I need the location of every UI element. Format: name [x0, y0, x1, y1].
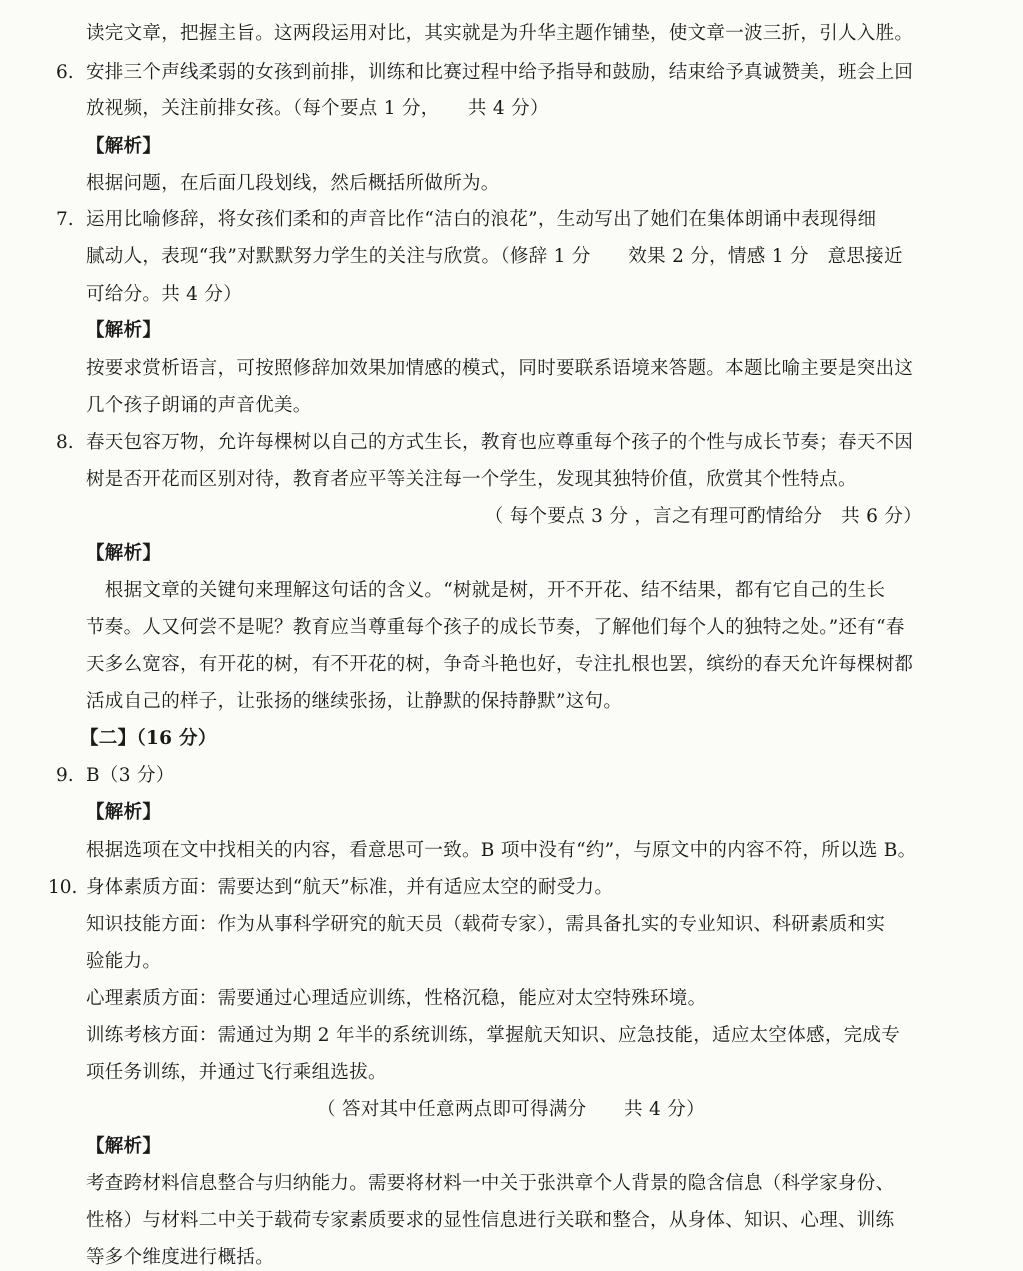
question-number: 9. — [56, 765, 74, 786]
analysis-label: 【解析】 — [86, 802, 162, 823]
answer-line: 春天包容万物，允许每棵树以自己的方式生长，教育也应尊重每个孩子的个性与成长节奏；春天不因 — [86, 432, 914, 453]
answer-line: 训练考核方面：需通过为期 2 年半的系统训练，掌握航天知识、应急技能，适应太空体感，完成专 — [86, 1025, 901, 1046]
answer-line: 验能力。 — [86, 951, 162, 972]
text-line: 几个孩子朗诵的声音优美。 — [86, 395, 312, 416]
answer-line: 身体素质方面：需要达到“航天”标准，并有适应太空的耐受力。 — [86, 877, 614, 898]
answer-line: 知识技能方面：作为从事科学研究的航天员（载荷专家），需具备扎实的专业知识、科研素质和实 — [86, 914, 886, 935]
text-line: 根据文章的关键句来理解这句话的含义。“树就是树，开不开花、结不结果，都有它自己的生长 — [86, 580, 886, 601]
question-number: 8. — [56, 432, 74, 453]
answer-line: 运用比喻修辞，将女孩们柔和的声音比作“洁白的浪花”，生动写出了她们在集体朗诵中表现得细 — [86, 209, 877, 230]
text-line: 节奏。人又何尝不是呢？教育应当尊重每个孩子的成长节奏，了解他们每个人的独特之处。”还有“春 — [86, 617, 905, 638]
text-line: 天多么宽容，有开花的树，有不开花的树，争奇斗艳也好，专注扎根也罢，缤纷的春天允许每棵树都 — [86, 654, 914, 675]
analysis-label: 【解析】 — [86, 1136, 162, 1157]
analysis-label: 【解析】 — [86, 320, 162, 341]
answer-line: 放视频，关注前排女孩。（每个要点 1 分， 共 4 分） — [86, 98, 549, 119]
text-line: 根据问题，在后面几段划线，然后概括所做所为。 — [86, 173, 500, 194]
text-line: 按要求赏析语言，可按照修辞加效果加情感的模式，同时要联系语境来答题。本题比喻主要是突出这 — [86, 358, 914, 379]
answer-line: 项任务训练，并通过飞行乘组选拔。 — [86, 1062, 387, 1083]
scoring-note: （ 每个要点 3 分 ，言之有理可酌情给分 共 6 分） — [484, 506, 922, 527]
text-line: 活成自己的样子，让张扬的继续张扬，让静默的保持静默”这句。 — [86, 691, 623, 712]
question-number: 6. — [56, 62, 74, 83]
analysis-label: 【解析】 — [86, 543, 162, 564]
answer-line: 心理素质方面：需要通过心理适应训练，性格沉稳，能应对太空特殊环境。 — [86, 988, 707, 1009]
answer-line: 树是否开花而区别对待，教育者应平等关注每一个学生，发现其独特价值，欣赏其个性特点。 — [86, 469, 857, 490]
scoring-note: （ 答对其中任意两点即可得满分 共 4 分） — [317, 1099, 705, 1120]
question-number: 10. — [48, 877, 78, 898]
text-line: 性格）与材料二中关于载荷专家素质要求的显性信息进行关联和整合，从身体、知识、心理、训练 — [86, 1210, 895, 1231]
text-line: 等多个维度进行概括。 — [86, 1247, 275, 1268]
answer-line: 可给分。共 4 分） — [86, 284, 243, 305]
text-line: 读完文章，把握主旨。这两段运用对比，其实就是为升华主题作铺垫，使文章一波三折，引人入胜。 — [86, 23, 914, 44]
answer-line: 安排三个声线柔弱的女孩到前排，训练和比赛过程中给予指导和鼓励，结束给予真诚赞美，班会上回 — [86, 62, 914, 83]
question-number: 7. — [56, 209, 74, 230]
analysis-label: 【解析】 — [86, 136, 162, 157]
text-line: 根据选项在文中找相关的内容，看意思可一致。B 项中没有“约”，与原文中的内容不符，所以选 B。 — [86, 840, 917, 861]
text-line: 考查跨材料信息整合与归纳能力。需要将材料一中关于张洪章个人背景的隐含信息（科学家身份、 — [86, 1173, 895, 1194]
section-heading: 【二】（16 分） — [80, 728, 217, 749]
answer-line: 腻动人，表现“我”对默默努力学生的关注与欣赏。（修辞 1 分 效果 2 分，情感 1 分 意思接近 — [86, 246, 903, 267]
answer-line: B（3 分） — [86, 765, 175, 786]
